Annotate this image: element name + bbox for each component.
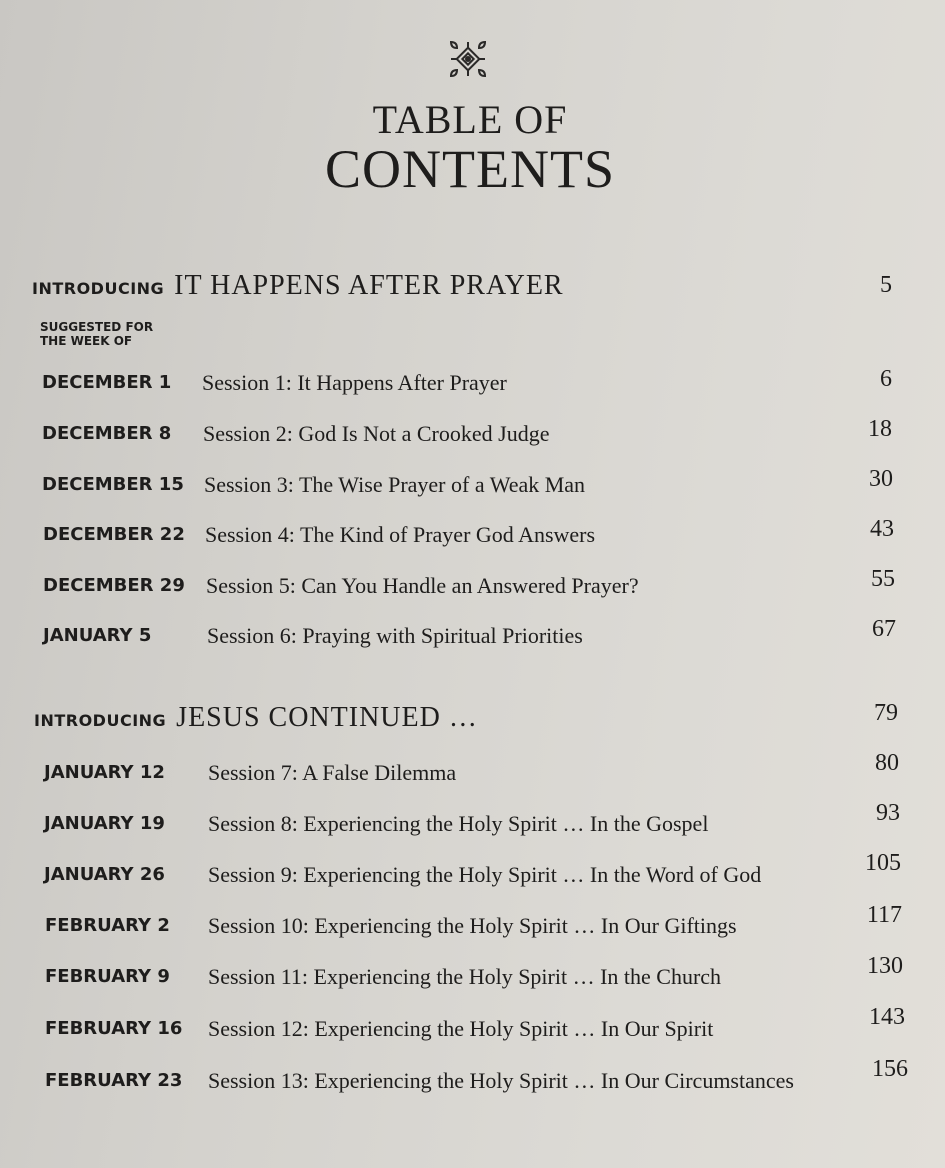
entry-page-number: 6 bbox=[880, 366, 892, 392]
entry-date: DECEMBER 15 bbox=[42, 474, 184, 495]
entry-page-number: 156 bbox=[872, 1056, 908, 1082]
entry-session: Session 1: It Happens After Prayer bbox=[202, 370, 507, 395]
section-title: IT HAPPENS AFTER PRAYER bbox=[174, 270, 564, 301]
section-heading bbox=[32, 270, 564, 302]
entry-session: Session 6: Praying with Spiritual Priorities bbox=[207, 623, 583, 648]
entry-page-number: 80 bbox=[875, 750, 899, 776]
entry-session: Session 9: Experiencing the Holy Spirit … In the Word of God bbox=[208, 862, 762, 887]
entry-date: JANUARY 26 bbox=[44, 864, 165, 885]
suggested-week-label: SUGGESTED FOR THE WEEK OF bbox=[40, 320, 154, 348]
entry-page-number: 55 bbox=[871, 566, 895, 592]
section-page-number: 79 bbox=[874, 700, 898, 726]
entry-session: Session 7: A False Dilemma bbox=[208, 760, 457, 785]
entry-page-number: 30 bbox=[869, 466, 893, 492]
diamond-knot-ornament-icon bbox=[447, 38, 489, 80]
entry-page-number: 93 bbox=[876, 800, 900, 826]
page-title-line2: CONTENTS bbox=[325, 139, 615, 199]
entry-page-number: 130 bbox=[867, 953, 903, 979]
entry-session: Session 12: Experiencing the Holy Spirit … In Our Spirit bbox=[208, 1016, 714, 1041]
entry-date: DECEMBER 22 bbox=[43, 524, 185, 545]
entry-session: Session 13: Experiencing the Holy Spirit … In Our Circumstances bbox=[208, 1068, 794, 1093]
section-heading bbox=[34, 702, 478, 734]
entry-session: Session 10: Experiencing the Holy Spirit … In Our Giftings bbox=[208, 913, 737, 938]
entry-date: JANUARY 5 bbox=[43, 625, 152, 646]
entry-date: DECEMBER 1 bbox=[42, 372, 172, 393]
entry-page-number: 18 bbox=[868, 416, 892, 442]
page-title-line1: TABLE OF bbox=[372, 97, 568, 142]
entry-page-number: 105 bbox=[865, 850, 901, 876]
entry-page-number: 117 bbox=[866, 902, 902, 928]
entry-page-number: 43 bbox=[870, 516, 894, 542]
entry-session: Session 11: Experiencing the Holy Spirit … In the Church bbox=[208, 964, 722, 989]
entry-session: Session 5: Can You Handle an Answered Prayer? bbox=[206, 573, 639, 598]
entry-date: JANUARY 12 bbox=[44, 762, 165, 783]
entry-session: Session 8: Experiencing the Holy Spirit … In the Gospel bbox=[208, 811, 709, 836]
entry-date: FEBRUARY 23 bbox=[45, 1070, 183, 1091]
section-title: JESUS CONTINUED … bbox=[176, 702, 478, 733]
entry-session: Session 3: The Wise Prayer of a Weak Man bbox=[204, 472, 586, 497]
entry-date: FEBRUARY 9 bbox=[45, 966, 170, 987]
entry-session: Session 4: The Kind of Prayer God Answers bbox=[205, 522, 596, 547]
entry-session: Session 2: God Is Not a Crooked Judge bbox=[203, 421, 550, 446]
section-page-number: 5 bbox=[880, 272, 892, 298]
entry-date: DECEMBER 29 bbox=[43, 575, 185, 596]
entry-date: JANUARY 19 bbox=[44, 813, 165, 834]
entry-date: DECEMBER 8 bbox=[42, 423, 172, 444]
entry-date: FEBRUARY 2 bbox=[45, 915, 170, 936]
entry-date: FEBRUARY 16 bbox=[45, 1018, 183, 1039]
section-label: INTRODUCING bbox=[32, 279, 165, 298]
entry-page-number: 143 bbox=[869, 1004, 905, 1030]
entry-page-number: 67 bbox=[872, 616, 896, 642]
section-label: INTRODUCING bbox=[34, 711, 167, 730]
